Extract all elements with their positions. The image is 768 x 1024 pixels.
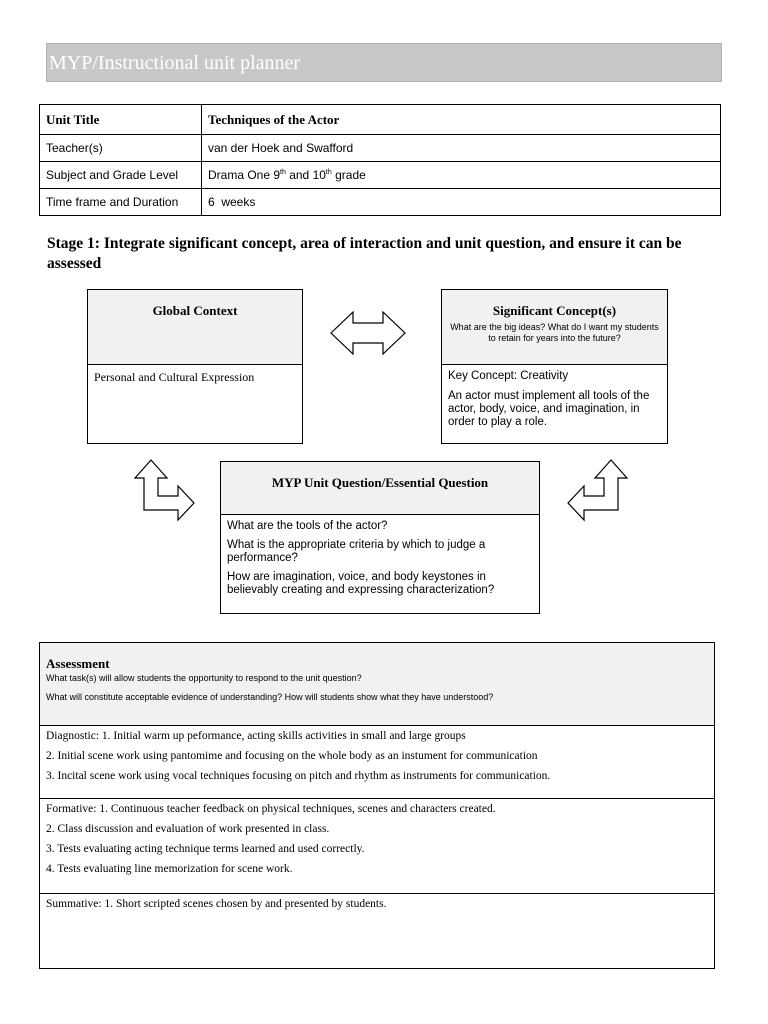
page-header (46, 43, 722, 82)
list-item: 3. Incital scene work using vocal techniques focusing on pitch and rhythm as instruments for communication. (46, 770, 551, 782)
unit-question-2: What is the appropriate criteria by which to judge a performance? (227, 539, 486, 564)
subject-value-c: grade (331, 168, 366, 182)
concept-description: An actor must implement all tools of the actor, body, voice, and imagination, in order to play a role. (448, 390, 650, 428)
list-item: Diagnostic: 1. Initial warm up peformance, acting skills activities in small and large groups (46, 730, 466, 742)
unit-question-title: MYP Unit Question/Essential Question (221, 462, 539, 515)
table-row (40, 162, 721, 189)
assessment-table (39, 642, 715, 969)
timeframe-label: Time frame and Duration (40, 189, 202, 216)
unit-title-label: Unit Title (40, 105, 202, 135)
subject-sup-b: th (325, 169, 332, 176)
list-item: 4. Tests evaluating line memorization for scene work. (46, 863, 293, 875)
significant-concept-body (442, 365, 667, 440)
assessment-title: Assessment (46, 656, 110, 671)
subject-sup-a: th (280, 169, 286, 176)
page-title: MYP/Instructional unit planner (49, 52, 301, 74)
stage1-title: Stage 1: Integrate significant concept, area of interaction and unit question, and ensure it can be assessed (47, 235, 682, 272)
global-context-title: Global Context (88, 290, 302, 365)
list-item: 2. Initial scene work using pantomime and focusing on the whole body as an instument for communication (46, 750, 538, 762)
subject-value-a: Drama One 9 (208, 168, 281, 182)
table-row (40, 135, 721, 162)
teacher-label: Teacher(s) (40, 135, 202, 162)
table-row (40, 105, 721, 135)
formative-cell (40, 799, 715, 894)
unit-question-1: What are the tools of the actor? (227, 520, 388, 532)
unit-question-body (221, 515, 539, 607)
timeframe-value: 6 weeks (202, 189, 721, 216)
significant-concept-subtitle: What are the big ideas? What do I want my students to retain for years into the future? (450, 322, 659, 343)
subject-value-b: and 10 (285, 168, 326, 182)
list-item: Summative: 1. Short scripted scenes chosen by and presented by students. (46, 898, 387, 910)
key-concept: Key Concept: Creativity (448, 370, 569, 382)
summative-cell (40, 894, 715, 969)
formative-row (40, 799, 715, 894)
double-arrow-icon (328, 310, 408, 356)
bent-arrow-left-icon (133, 458, 197, 522)
list-item: 2. Class discussion and evaluation of work presented in class. (46, 823, 330, 835)
assessment-question-1: What task(s) will allow students the opportunity to respond to the unit question? (46, 673, 362, 683)
unit-question-3: How are imagination, voice, and body keystones in believably creating and expressing characterization? (227, 571, 495, 596)
unit-info-table (39, 104, 721, 216)
subject-value (202, 162, 721, 189)
unit-title-value: Techniques of the Actor (202, 105, 721, 135)
global-context-body: Personal and Cultural Expression (94, 370, 255, 384)
assessment-header-cell (40, 643, 715, 726)
significant-concept-header (442, 290, 667, 365)
table-row (40, 189, 721, 216)
significant-concept-title: Significant Concept(s) (492, 303, 617, 318)
assessment-question-2: What will constitute acceptable evidence of understanding? How will students show what they have understood? (46, 692, 494, 702)
global-context-box (87, 289, 303, 444)
assessment-header (40, 643, 715, 726)
unit-question-box (220, 461, 540, 614)
list-item: Formative: 1. Continuous teacher feedback on physical techniques, scenes and characters created. (46, 803, 496, 815)
list-item: 3. Tests evaluating acting technique terms learned and used correctly. (46, 843, 365, 855)
subject-label: Subject and Grade Level (40, 162, 202, 189)
bent-arrow-right-icon (565, 458, 629, 522)
diagnostic-row (40, 726, 715, 799)
diagnostic-cell (40, 726, 715, 799)
summative-row (40, 894, 715, 969)
significant-concept-box (441, 289, 668, 444)
teacher-value: van der Hoek and Swafford (202, 135, 721, 162)
